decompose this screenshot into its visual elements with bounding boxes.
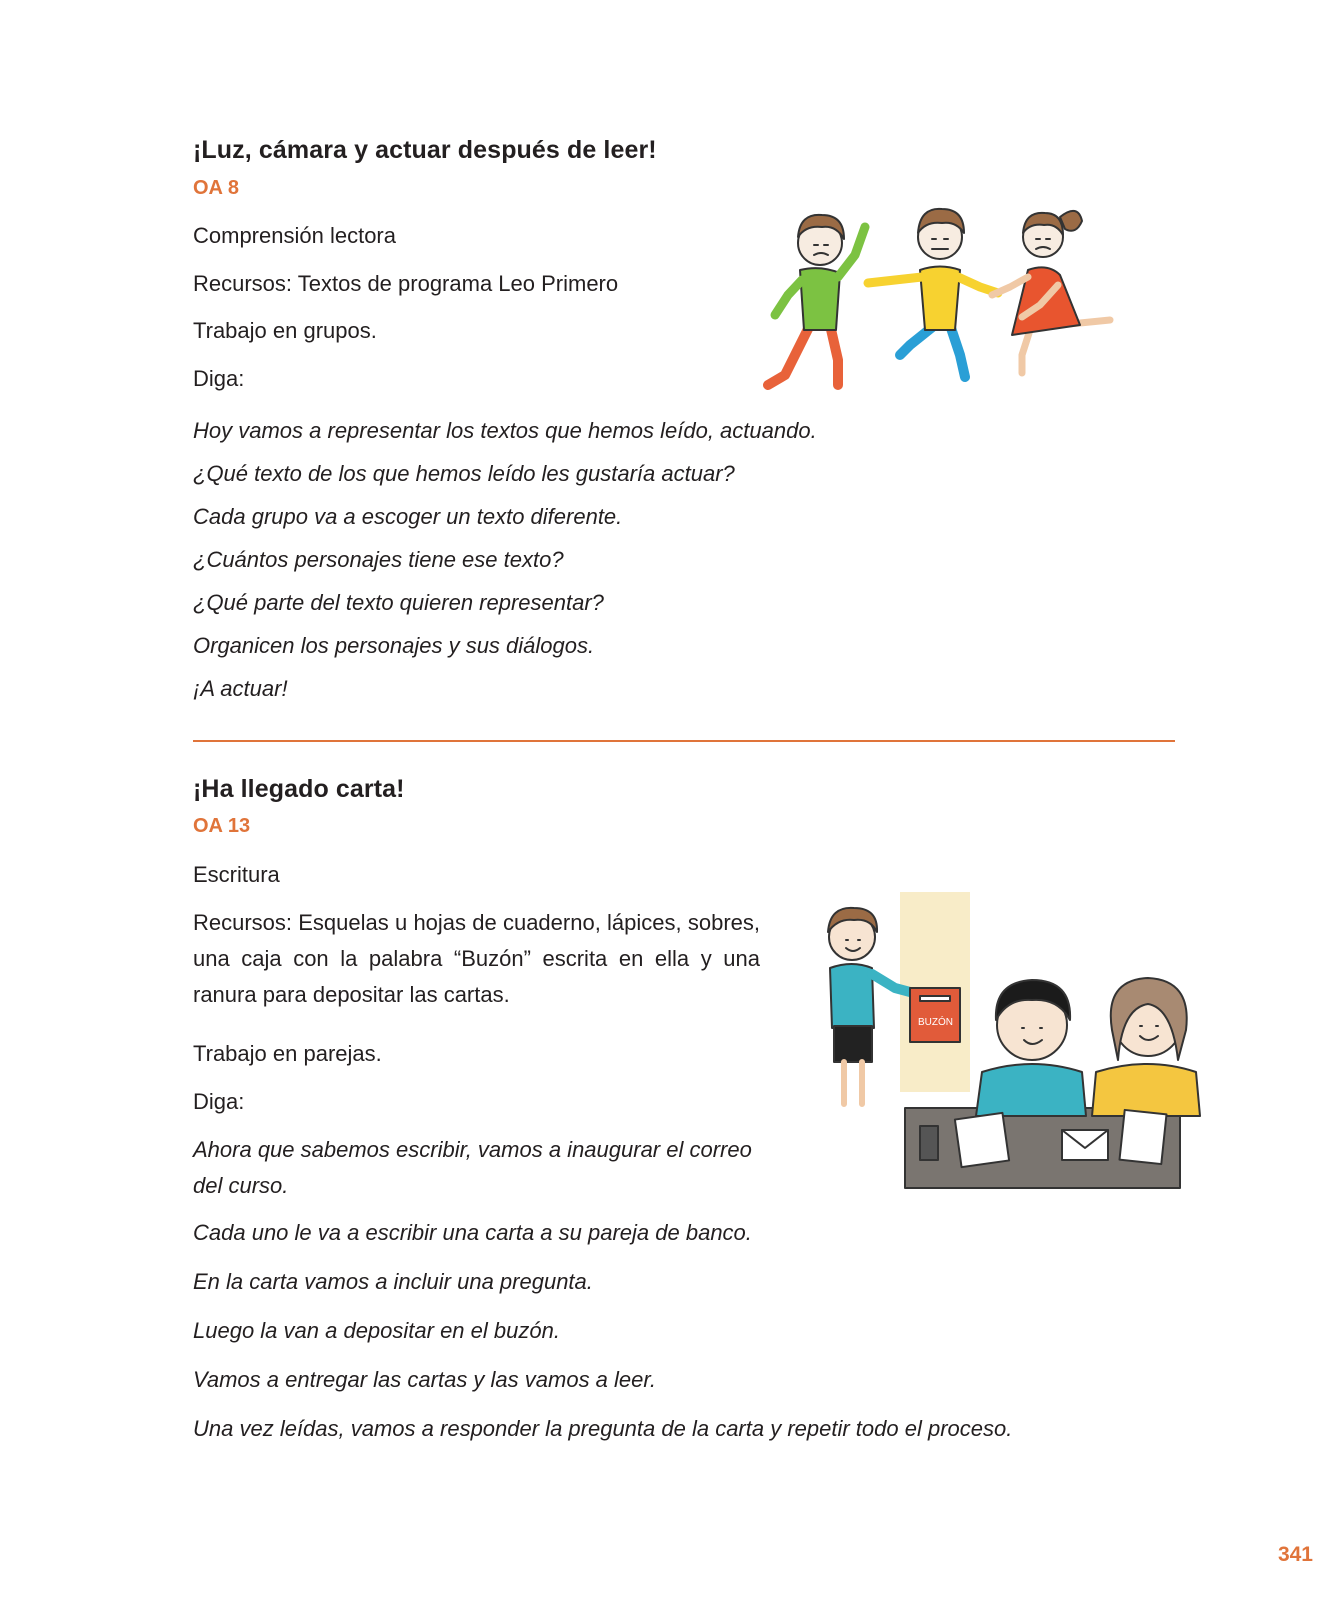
script-line: Vamos a entregar las cartas y las vamos a leer.	[193, 1367, 657, 1392]
section-resources: Recursos: Textos de programa Leo Primero	[193, 271, 619, 296]
mailbox-label: BUZÓN	[918, 1017, 953, 1028]
script-line: Cada uno le va a escribir una carta a su pareja de banco.	[193, 1220, 752, 1245]
script-line: Cada grupo va a escoger un texto diferente.	[193, 504, 623, 529]
script-line: ¿Cuántos personajes tiene ese texto?	[193, 547, 564, 572]
script-line: En la carta vamos a incluir una pregunta.	[193, 1269, 593, 1294]
script-line: ¿Qué parte del texto quieren representar?	[193, 590, 604, 615]
section-work-mode: Trabajo en parejas.	[193, 1041, 382, 1066]
script-line: Organicen los personajes y sus diálogos.	[193, 633, 595, 658]
classroom-mailbox-illustration	[800, 880, 1280, 1220]
section-title: ¡Ha llegado carta!	[193, 775, 405, 803]
script-line: Ahora que sabemos escribir, vamos a inaugurar el correo del curso.	[193, 1137, 752, 1198]
script-line: Luego la van a depositar en el buzón.	[193, 1318, 560, 1343]
section-resources: Recursos: Esquelas u hojas de cuaderno, lápices, sobres, una caja con la palabra “Buzón” escrita en ella y una ranura para depositar las cartas.	[193, 910, 760, 1007]
section-divider	[193, 740, 1175, 742]
script-line: ¡A actuar!	[193, 676, 288, 701]
section-work-mode: Trabajo en grupos.	[193, 318, 377, 343]
script-line: Una vez leídas, vamos a responder la pregunta de la carta y repetir todo el proceso.	[193, 1416, 1013, 1441]
children-acting-illustration	[760, 195, 1150, 405]
say-label: Diga:	[193, 366, 245, 391]
script-line: ¿Qué texto de los que hemos leído les gustaría actuar?	[193, 461, 735, 486]
say-label: Diga:	[193, 1089, 245, 1114]
section-title: ¡Luz, cámara y actuar después de leer!	[193, 136, 657, 164]
page-number: 341	[1277, 1543, 1313, 1566]
learning-objective-code: OA 8	[193, 177, 239, 199]
learning-objective-code: OA 13	[193, 815, 251, 837]
script-line: Hoy vamos a representar los textos que hemos leído, actuando.	[193, 418, 817, 443]
section-area: Escritura	[193, 862, 280, 887]
section-area: Comprensión lectora	[193, 223, 396, 248]
